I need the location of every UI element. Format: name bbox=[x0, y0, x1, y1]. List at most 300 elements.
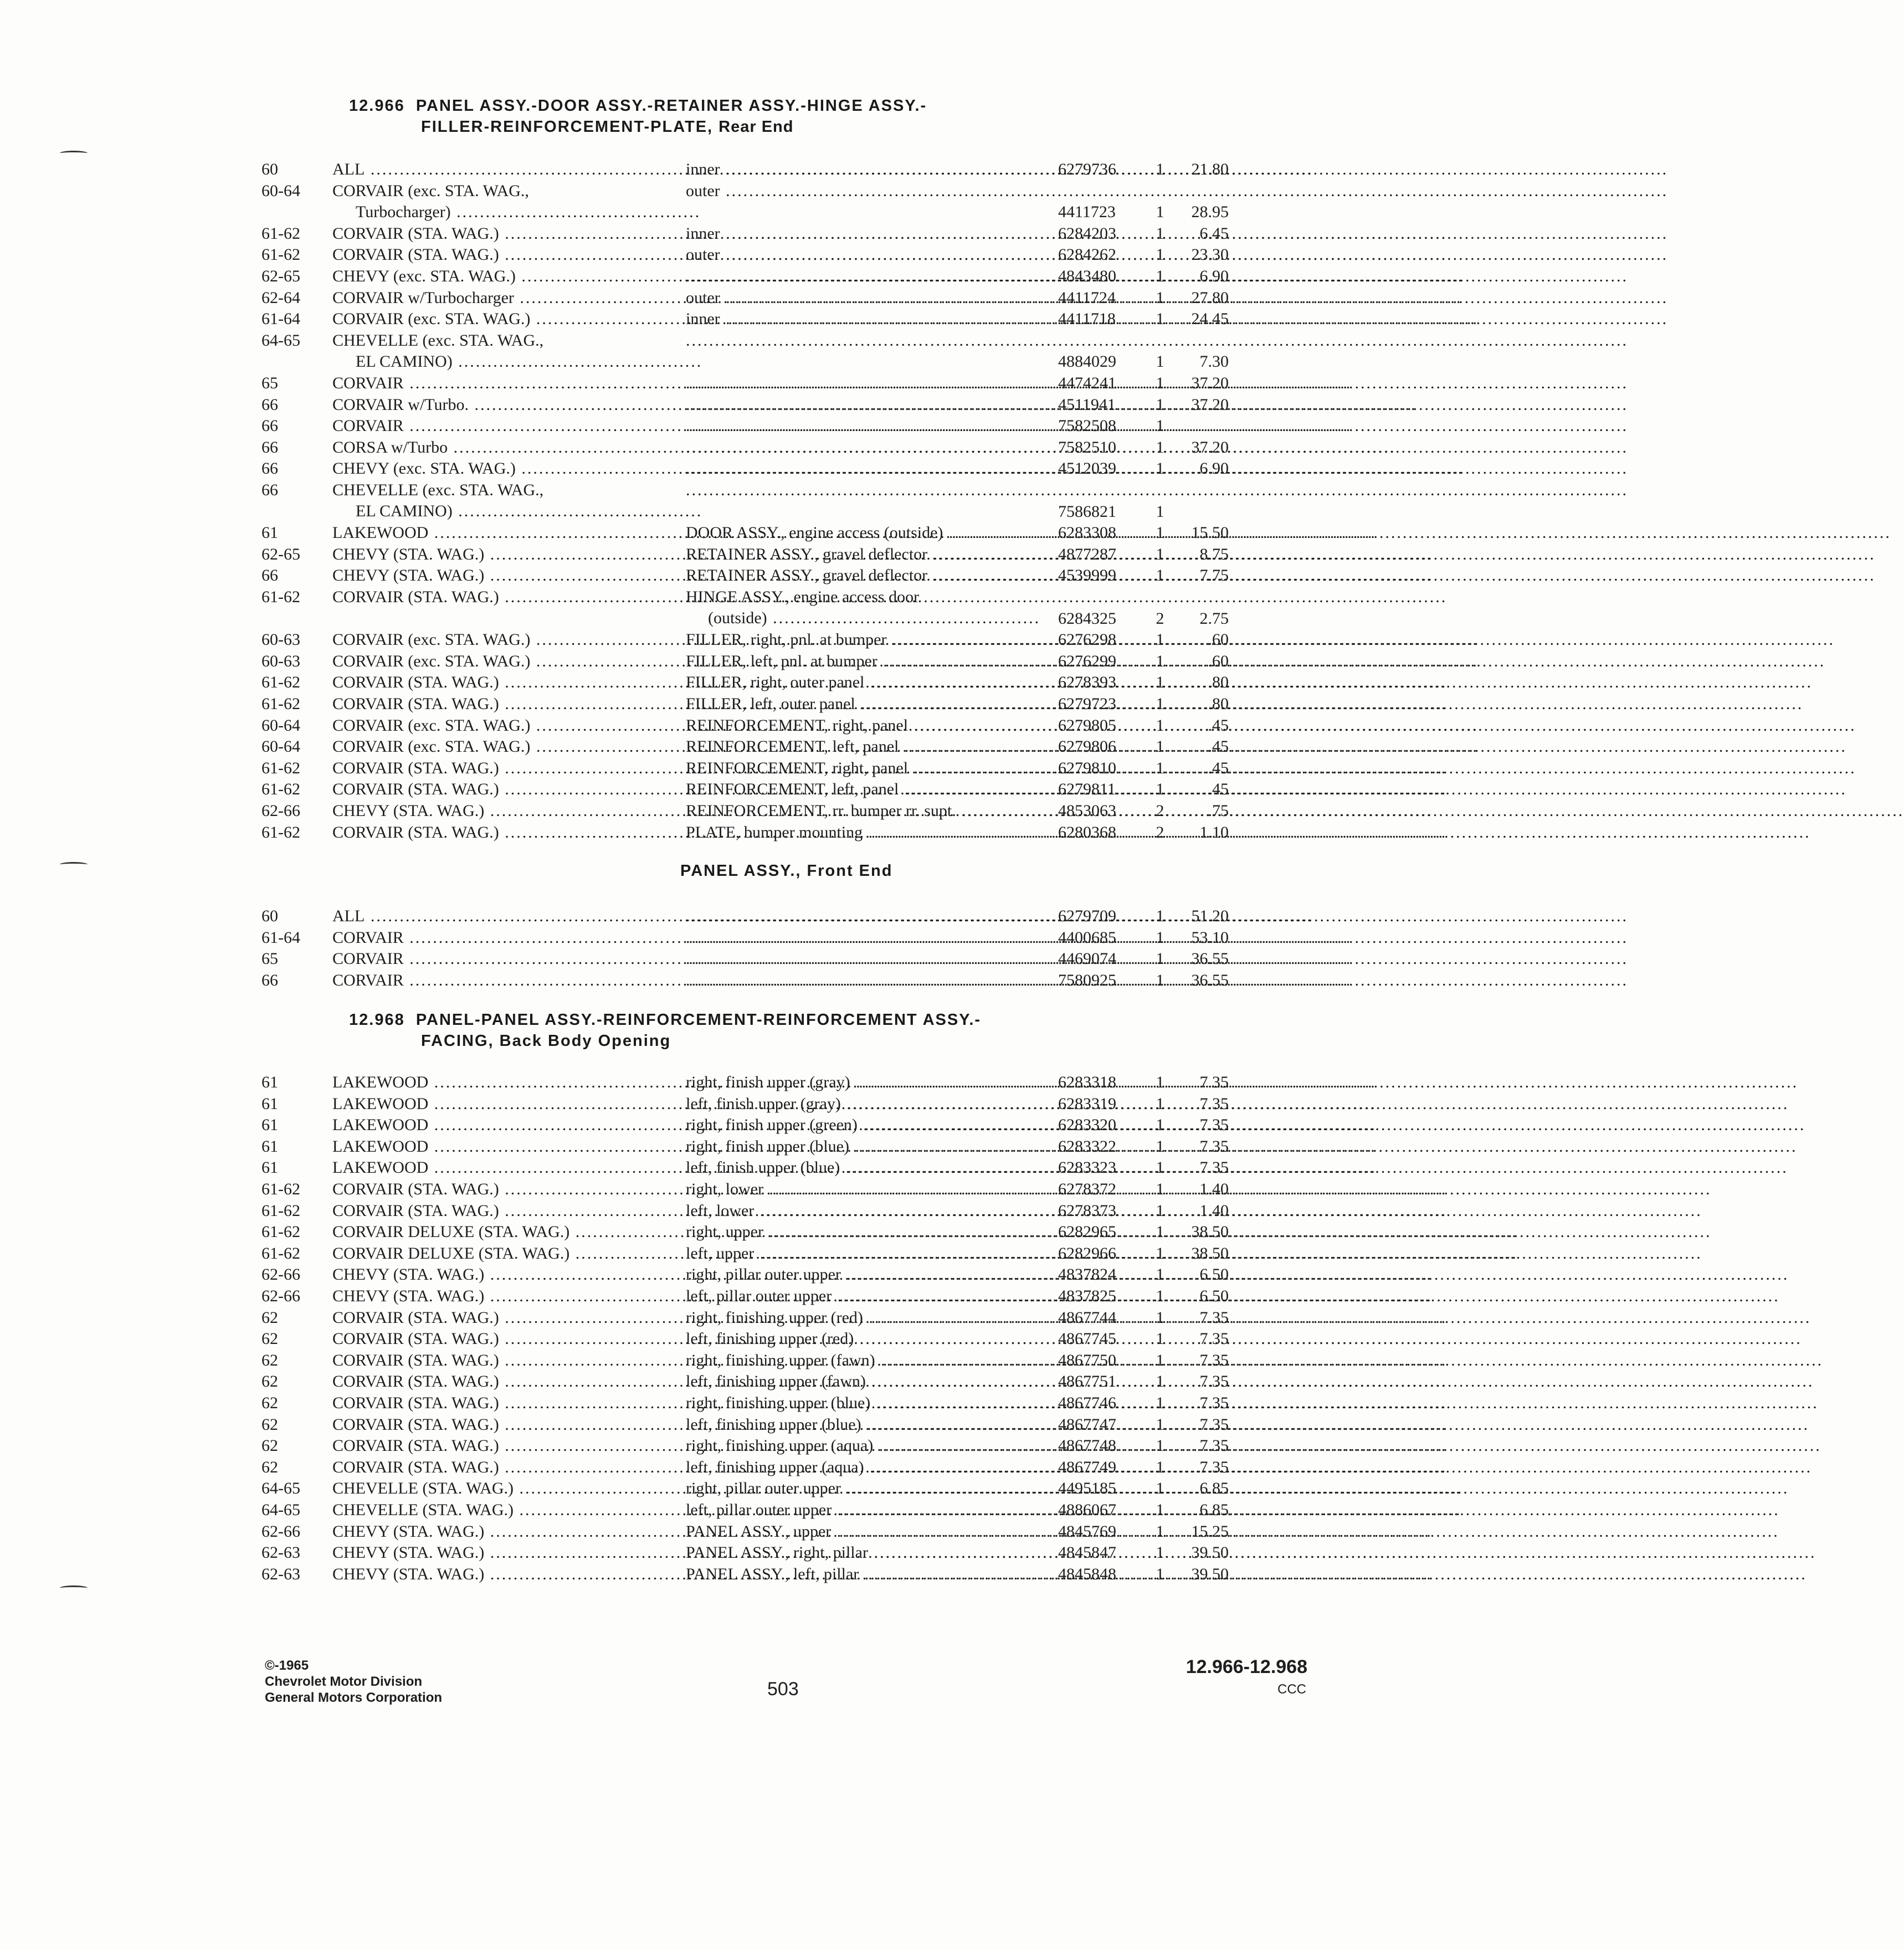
table-row bbox=[0, 1264, 1400, 1285]
description: FILLER, left, outer panel ..... bbox=[686, 694, 1040, 715]
model: CORVAIR (STA. WAG.) ..... bbox=[332, 1435, 654, 1456]
table-row bbox=[0, 1371, 1400, 1392]
description: left, pillar outer upper ..... bbox=[686, 1286, 1040, 1307]
part-number: 4411718 bbox=[1058, 310, 1116, 329]
description: right, upper ..... bbox=[686, 1222, 1040, 1243]
table-row bbox=[0, 437, 1400, 458]
model: CORVAIR (STA. WAG.) ..... bbox=[332, 244, 654, 265]
year-range: 64-65 bbox=[261, 1501, 300, 1519]
price: 37.20 bbox=[1191, 374, 1229, 392]
table-row bbox=[0, 1222, 1400, 1243]
model: CORVAIR (exc. STA. WAG.) ..... bbox=[332, 629, 654, 650]
price: .45 bbox=[1208, 737, 1229, 756]
model-line1: CHEVELLE (exc. STA. WAG., bbox=[332, 481, 544, 499]
section-reference: 12.966-12.968 bbox=[1185, 1656, 1307, 1677]
year-range: 62 bbox=[261, 1330, 278, 1348]
description: outer ..... bbox=[686, 244, 1040, 265]
part-number: 4843480 bbox=[1058, 267, 1116, 285]
description: REINFORCEMENT, left, panel ..... bbox=[686, 779, 1040, 800]
year-range: 62-65 bbox=[261, 267, 300, 285]
price: 51.20 bbox=[1191, 907, 1229, 925]
year-range: 61 bbox=[261, 1137, 278, 1156]
quantity: 1 bbox=[1156, 1330, 1164, 1348]
table-row bbox=[0, 480, 1400, 522]
margin-mark bbox=[60, 862, 88, 867]
model bbox=[332, 480, 703, 522]
part-number: 6279811 bbox=[1058, 780, 1116, 799]
description-line1: HINGE ASSY., engine access door bbox=[686, 588, 920, 606]
part-number: 6278372 bbox=[1058, 1180, 1116, 1198]
price: 37.20 bbox=[1191, 395, 1229, 414]
part-number: 7582508 bbox=[1058, 417, 1116, 435]
model: CORVAIR ..... bbox=[332, 970, 654, 991]
price: 7.35 bbox=[1199, 1116, 1229, 1135]
description: right, finishing upper (red) ..... bbox=[686, 1307, 1040, 1328]
part-number: 6279805 bbox=[1058, 716, 1116, 735]
year-range: 66 bbox=[261, 971, 278, 989]
model: CORVAIR w/Turbo. ..... bbox=[332, 394, 654, 415]
margin-mark bbox=[60, 1585, 88, 1590]
table-row bbox=[0, 715, 1400, 736]
quantity: 1 bbox=[1156, 1501, 1164, 1519]
quantity: 1 bbox=[1156, 1415, 1164, 1434]
description: right, finish upper (blue) ..... bbox=[686, 1136, 1040, 1157]
year-range: 62 bbox=[261, 1394, 278, 1412]
year-range: 62-63 bbox=[261, 1564, 300, 1583]
table-row bbox=[0, 181, 1400, 223]
part-number: 6283322 bbox=[1058, 1137, 1116, 1156]
quantity: 1 bbox=[1156, 459, 1164, 478]
part-number: 4845847 bbox=[1058, 1543, 1116, 1562]
quantity: 1 bbox=[1156, 566, 1164, 585]
quantity: 1 bbox=[1156, 288, 1164, 307]
description: RETAINER ASSY., gravel deflector ..... bbox=[686, 565, 1040, 586]
price: 21.80 bbox=[1191, 160, 1229, 178]
description: DOOR ASSY., engine access (outside) ..... bbox=[686, 522, 1040, 543]
description: PANEL ASSY., right, pillar ..... bbox=[686, 1542, 1040, 1563]
model: CORVAIR (STA. WAG.) ..... bbox=[332, 672, 654, 693]
model: CORVAIR (STA. WAG.) ..... bbox=[332, 1179, 654, 1200]
part-number: 4867749 bbox=[1058, 1458, 1116, 1476]
model: CHEVY (STA. WAG.) ..... bbox=[332, 1521, 654, 1542]
year-range: 60 bbox=[261, 907, 278, 925]
year-range: 61-62 bbox=[261, 823, 300, 841]
quantity: 1 bbox=[1156, 1265, 1164, 1284]
part-number: 6278393 bbox=[1058, 673, 1116, 692]
year-range: 61-62 bbox=[261, 695, 300, 713]
part-number: 4411723 bbox=[1058, 203, 1116, 222]
section-header-12966 bbox=[349, 95, 927, 136]
part-number: 6282965 bbox=[1058, 1223, 1116, 1241]
part-number: 4867750 bbox=[1058, 1351, 1116, 1369]
model bbox=[332, 181, 701, 223]
model: CHEVELLE (STA. WAG.) ..... bbox=[332, 1478, 654, 1499]
description: inner ..... bbox=[686, 309, 1040, 330]
table-row bbox=[0, 1072, 1400, 1093]
table-row bbox=[0, 800, 1400, 822]
part-number: 4837824 bbox=[1058, 1265, 1116, 1284]
quantity: 1 bbox=[1156, 1436, 1164, 1455]
table-row bbox=[0, 1500, 1400, 1521]
model: CHEVY (STA. WAG.) ..... bbox=[332, 1286, 654, 1307]
section-header-front-end: PANEL ASSY., Front End bbox=[680, 862, 893, 880]
table-row bbox=[0, 970, 1400, 991]
table-row bbox=[0, 223, 1400, 244]
description: right, finish upper (green) ..... bbox=[686, 1115, 1040, 1136]
price: .80 bbox=[1208, 673, 1229, 692]
quantity: 2 bbox=[1156, 609, 1164, 628]
description: RETAINER ASSY., gravel deflector ..... bbox=[686, 544, 1040, 565]
description bbox=[686, 927, 1040, 948]
model: CHEVY (STA. WAG.) ..... bbox=[332, 565, 654, 586]
quantity: 2 bbox=[1156, 802, 1164, 820]
quantity: 1 bbox=[1156, 950, 1164, 968]
corporation: General Motors Corporation bbox=[265, 1690, 443, 1705]
quantity: 1 bbox=[1156, 1201, 1164, 1220]
part-number: 6279810 bbox=[1058, 758, 1116, 777]
table-row bbox=[0, 1115, 1400, 1136]
quantity: 1 bbox=[1156, 1137, 1164, 1156]
price: 7.35 bbox=[1199, 1094, 1229, 1113]
quantity: 1 bbox=[1156, 245, 1164, 264]
catalog-code: CCC bbox=[1277, 1682, 1306, 1697]
part-number: 4877287 bbox=[1058, 545, 1116, 563]
year-range: 60-64 bbox=[261, 181, 300, 200]
section-code: 12.966 bbox=[349, 97, 405, 115]
quantity: 1 bbox=[1156, 1094, 1164, 1113]
part-number: 4400685 bbox=[1058, 928, 1116, 947]
table-row bbox=[0, 565, 1400, 586]
price: 7.35 bbox=[1199, 1330, 1229, 1348]
price: 27.80 bbox=[1191, 288, 1229, 307]
price: 1.40 bbox=[1199, 1201, 1229, 1220]
description: right, finishing upper (blue) ..... bbox=[686, 1393, 1040, 1414]
quantity: 1 bbox=[1156, 352, 1164, 371]
part-number: 4474241 bbox=[1058, 374, 1116, 392]
model: CORVAIR (exc. STA. WAG.) ..... bbox=[332, 309, 654, 330]
table-row bbox=[0, 1136, 1400, 1157]
year-range: 60 bbox=[261, 160, 278, 178]
price: .45 bbox=[1208, 716, 1229, 735]
price: 6.85 bbox=[1199, 1479, 1229, 1498]
table-row bbox=[0, 522, 1400, 543]
part-number: 4853063 bbox=[1058, 802, 1116, 820]
price: .60 bbox=[1208, 630, 1229, 649]
part-number: 7580925 bbox=[1058, 971, 1116, 989]
description bbox=[686, 906, 1040, 927]
table-row bbox=[0, 651, 1400, 672]
description: REINFORCEMENT, left, panel ..... bbox=[686, 736, 1040, 757]
table-row bbox=[0, 1564, 1400, 1585]
model: CORVAIR (STA. WAG.) ..... bbox=[332, 694, 654, 715]
quantity: 1 bbox=[1156, 1522, 1164, 1541]
model: CORVAIR (exc. STA. WAG.) ..... bbox=[332, 651, 654, 672]
model: CORVAIR ..... bbox=[332, 927, 654, 948]
quantity: 2 bbox=[1156, 823, 1164, 841]
part-number: 6278373 bbox=[1058, 1201, 1116, 1220]
description: left, lower ..... bbox=[686, 1200, 1040, 1222]
part-number: 4512039 bbox=[1058, 459, 1116, 478]
table-row bbox=[0, 1542, 1400, 1563]
table-row bbox=[0, 758, 1400, 779]
model: CHEVY (exc. STA. WAG.) ..... bbox=[332, 266, 654, 287]
quantity: 1 bbox=[1156, 203, 1164, 222]
model: CHEVY (STA. WAG.) ..... bbox=[332, 1564, 654, 1585]
model: CORVAIR (STA. WAG.) ..... bbox=[332, 779, 654, 800]
table-row bbox=[0, 244, 1400, 265]
description: left, finishing upper (red) ..... bbox=[686, 1328, 1040, 1349]
price: 6.90 bbox=[1199, 459, 1229, 478]
part-number: 4837825 bbox=[1058, 1287, 1116, 1305]
part-number: 4867747 bbox=[1058, 1415, 1116, 1434]
price: 7.35 bbox=[1199, 1415, 1229, 1434]
model: CORVAIR (STA. WAG.) ..... bbox=[332, 1414, 654, 1435]
part-number: 4867746 bbox=[1058, 1394, 1116, 1412]
description bbox=[686, 266, 1040, 287]
table-row bbox=[0, 1243, 1400, 1264]
year-range: 64-65 bbox=[261, 331, 300, 350]
model: LAKEWOOD ..... bbox=[332, 1136, 654, 1157]
description: outer ..... bbox=[686, 288, 1040, 309]
model: LAKEWOOD ..... bbox=[332, 522, 654, 543]
quantity: 1 bbox=[1156, 1308, 1164, 1327]
quantity: 1 bbox=[1156, 160, 1164, 178]
year-range: 61 bbox=[261, 1094, 278, 1113]
table-row bbox=[0, 672, 1400, 693]
table-row bbox=[0, 1350, 1400, 1371]
part-number: 4886067 bbox=[1058, 1501, 1116, 1519]
model-line2: EL CAMINO) .......................................... bbox=[356, 352, 703, 371]
quantity: 1 bbox=[1156, 1116, 1164, 1135]
model bbox=[332, 330, 703, 373]
description: left, finish upper (gray) ..... bbox=[686, 1094, 1040, 1115]
quantity: 1 bbox=[1156, 651, 1164, 670]
description: left, finishing upper (blue) ..... bbox=[686, 1414, 1040, 1435]
price: 23.30 bbox=[1191, 245, 1229, 264]
quantity: 1 bbox=[1156, 737, 1164, 756]
table-row bbox=[0, 415, 1400, 437]
table-row bbox=[0, 587, 1400, 629]
part-number: 6283308 bbox=[1058, 524, 1116, 542]
quantity: 1 bbox=[1156, 716, 1164, 735]
quantity: 1 bbox=[1156, 1180, 1164, 1198]
part-number: 6279736 bbox=[1058, 160, 1116, 178]
part-number: 4495185 bbox=[1058, 1479, 1116, 1498]
quantity: 1 bbox=[1156, 1223, 1164, 1241]
description-line2: (outside) .............................................. bbox=[708, 609, 1041, 627]
price: 7.35 bbox=[1199, 1458, 1229, 1476]
year-range: 66 bbox=[261, 438, 278, 456]
description: PANEL ASSY., upper ..... bbox=[686, 1521, 1040, 1542]
price: 7.30 bbox=[1199, 352, 1229, 371]
price: 36.55 bbox=[1191, 950, 1229, 968]
quantity: 1 bbox=[1156, 502, 1164, 521]
quantity: 1 bbox=[1156, 310, 1164, 329]
description bbox=[686, 415, 1040, 437]
year-range: 61-62 bbox=[261, 245, 300, 264]
price: 38.50 bbox=[1191, 1223, 1229, 1241]
table-row bbox=[0, 544, 1400, 565]
model: CORVAIR DELUXE (STA. WAG.) ..... bbox=[332, 1222, 654, 1243]
price: .60 bbox=[1208, 651, 1229, 670]
model: CHEVY (STA. WAG.) ..... bbox=[332, 1542, 654, 1563]
section-header-12968 bbox=[349, 1009, 982, 1050]
description bbox=[686, 373, 1040, 394]
year-range: 62-65 bbox=[261, 545, 300, 563]
description: right, pillar outer upper ..... bbox=[686, 1264, 1040, 1285]
year-range: 66 bbox=[261, 566, 278, 585]
quantity: 1 bbox=[1156, 928, 1164, 947]
model: CORVAIR ..... bbox=[332, 415, 654, 437]
description: inner ..... bbox=[686, 223, 1040, 244]
year-range: 62 bbox=[261, 1351, 278, 1369]
table-row bbox=[0, 394, 1400, 415]
table-row bbox=[0, 1435, 1400, 1456]
quantity: 1 bbox=[1156, 630, 1164, 649]
table-row bbox=[0, 629, 1400, 650]
model: LAKEWOOD ..... bbox=[332, 1157, 654, 1178]
price: 15.25 bbox=[1191, 1522, 1229, 1541]
table-row bbox=[0, 1478, 1400, 1499]
part-number: 4511941 bbox=[1058, 395, 1116, 414]
quantity: 1 bbox=[1156, 1564, 1164, 1583]
year-range: 65 bbox=[261, 374, 278, 392]
year-range: 62 bbox=[261, 1308, 278, 1327]
part-number: 6279709 bbox=[1058, 907, 1116, 925]
model: CHEVELLE (STA. WAG.) ..... bbox=[332, 1500, 654, 1521]
table-row bbox=[0, 736, 1400, 757]
table-row bbox=[0, 822, 1400, 843]
quantity: 1 bbox=[1156, 524, 1164, 542]
price: 8.75 bbox=[1199, 545, 1229, 563]
price: 6.50 bbox=[1199, 1265, 1229, 1284]
model: CORVAIR DELUXE (STA. WAG.) ..... bbox=[332, 1243, 654, 1264]
description: left, pillar outer upper ..... bbox=[686, 1500, 1040, 1521]
price: 28.95 bbox=[1191, 203, 1229, 222]
table-row bbox=[0, 694, 1400, 715]
model: LAKEWOOD ..... bbox=[332, 1072, 654, 1093]
model: CORVAIR ..... bbox=[332, 373, 654, 394]
description: right, finish upper (gray) ..... bbox=[686, 1072, 1040, 1093]
quantity: 1 bbox=[1156, 1479, 1164, 1498]
price: 7.35 bbox=[1199, 1372, 1229, 1391]
copyright: ©-1965 bbox=[265, 1658, 309, 1673]
description bbox=[686, 948, 1040, 969]
year-range: 61-62 bbox=[261, 1244, 300, 1263]
table-row bbox=[0, 458, 1400, 479]
year-range: 61-62 bbox=[261, 1180, 300, 1198]
year-range: 62 bbox=[261, 1415, 278, 1434]
quantity: 1 bbox=[1156, 438, 1164, 456]
quantity: 1 bbox=[1156, 1458, 1164, 1476]
page-number: 503 bbox=[767, 1679, 799, 1700]
part-number: 6283318 bbox=[1058, 1073, 1116, 1091]
table-row bbox=[0, 373, 1400, 394]
quantity: 1 bbox=[1156, 780, 1164, 799]
part-number: 6284262 bbox=[1058, 245, 1116, 264]
part-number: 7582510 bbox=[1058, 438, 1116, 456]
quantity: 1 bbox=[1156, 224, 1164, 243]
description bbox=[686, 480, 1040, 501]
description: right, lower ..... bbox=[686, 1179, 1040, 1200]
margin-mark bbox=[60, 151, 88, 156]
year-range: 66 bbox=[261, 417, 278, 435]
description bbox=[686, 458, 1040, 479]
table-row bbox=[0, 1521, 1400, 1542]
quantity: 1 bbox=[1156, 1287, 1164, 1305]
description: inner ..... bbox=[686, 159, 1040, 180]
table-row bbox=[0, 948, 1400, 969]
model: CORVAIR (STA. WAG.) ..... bbox=[332, 1350, 654, 1371]
model: CORVAIR (STA. WAG.) ..... bbox=[332, 1200, 654, 1222]
table-row bbox=[0, 779, 1400, 800]
price: 53.10 bbox=[1191, 928, 1229, 947]
table-row bbox=[0, 1094, 1400, 1115]
model: CORVAIR (STA. WAG.) ..... bbox=[332, 587, 654, 608]
year-range: 62 bbox=[261, 1372, 278, 1391]
price: 6.85 bbox=[1199, 1501, 1229, 1519]
description: PLATE, bumper mounting ..... bbox=[686, 822, 1040, 843]
price: 37.20 bbox=[1191, 438, 1229, 456]
year-range: 62 bbox=[261, 1436, 278, 1455]
description: left, finish upper (blue) ..... bbox=[686, 1157, 1040, 1178]
model: CHEVY (STA. WAG.) ..... bbox=[332, 544, 654, 565]
year-range: 62-66 bbox=[261, 1522, 300, 1541]
year-range: 61-62 bbox=[261, 758, 300, 777]
description: right, finishing upper (aqua) ..... bbox=[686, 1435, 1040, 1456]
table-row bbox=[0, 309, 1400, 330]
year-range: 62-66 bbox=[261, 1287, 300, 1305]
part-number: 4845848 bbox=[1058, 1564, 1116, 1583]
description: FILLER, right, outer panel ..... bbox=[686, 672, 1040, 693]
footer-publisher bbox=[265, 1658, 442, 1706]
quantity: 1 bbox=[1156, 1372, 1164, 1391]
description: right, pillar outer upper ..... bbox=[686, 1478, 1040, 1499]
part-number: 4867748 bbox=[1058, 1436, 1116, 1455]
price: 1.40 bbox=[1199, 1180, 1229, 1198]
year-range: 61-62 bbox=[261, 224, 300, 243]
price: 7.35 bbox=[1199, 1394, 1229, 1412]
part-number: 4411724 bbox=[1058, 288, 1116, 307]
description: FILLER, right, pnl. at bumper ..... bbox=[686, 629, 1040, 650]
table-row bbox=[0, 1286, 1400, 1307]
part-number: 6284325 bbox=[1058, 609, 1116, 628]
year-range: 61-62 bbox=[261, 780, 300, 799]
year-range: 61 bbox=[261, 1158, 278, 1177]
quantity: 1 bbox=[1156, 695, 1164, 713]
price: 36.55 bbox=[1191, 971, 1229, 989]
quantity: 1 bbox=[1156, 1073, 1164, 1091]
part-number: 6279806 bbox=[1058, 737, 1116, 756]
year-range: 61-64 bbox=[261, 310, 300, 329]
quantity: 1 bbox=[1156, 971, 1164, 989]
division: Chevrolet Motor Division bbox=[265, 1674, 423, 1689]
part-number: 6276299 bbox=[1058, 651, 1116, 670]
model: CHEVY (STA. WAG.) ..... bbox=[332, 1264, 654, 1285]
quantity: 1 bbox=[1156, 395, 1164, 414]
description bbox=[686, 394, 1040, 415]
price: 15.50 bbox=[1191, 524, 1229, 542]
year-range: 61 bbox=[261, 524, 278, 542]
description: right, finishing upper (fawn) ..... bbox=[686, 1350, 1040, 1371]
model: CORVAIR w/Turbocharger ..... bbox=[332, 288, 654, 309]
quantity: 1 bbox=[1156, 374, 1164, 392]
price: 7.35 bbox=[1199, 1073, 1229, 1091]
model-line2: Turbocharger) .......................................... bbox=[356, 202, 701, 221]
quantity: 1 bbox=[1156, 545, 1164, 563]
model: CHEVY (STA. WAG.) ..... bbox=[332, 800, 654, 822]
quantity: 1 bbox=[1156, 907, 1164, 925]
